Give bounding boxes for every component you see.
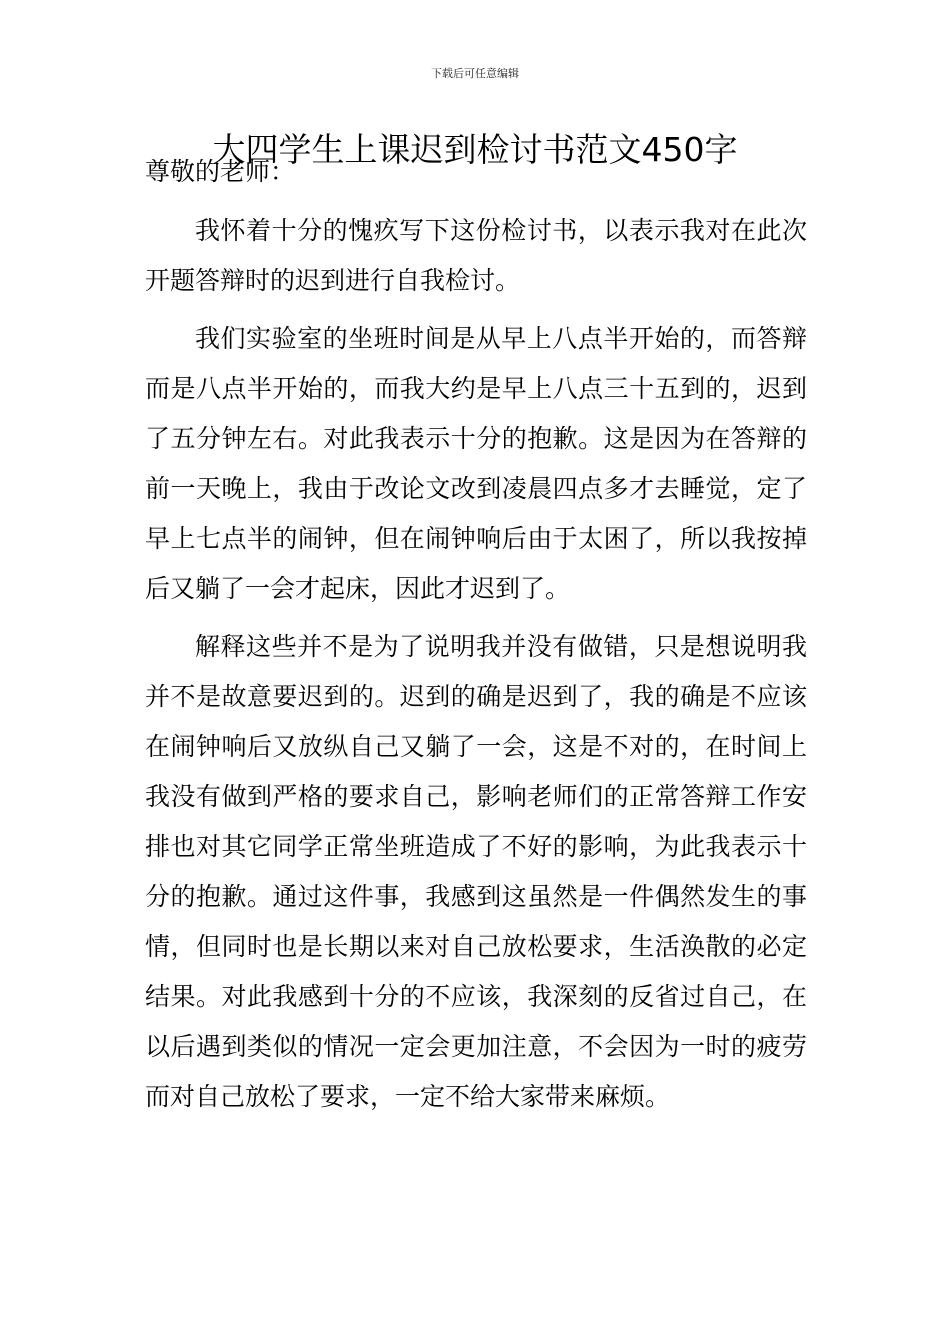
document-body xyxy=(145,153,807,1122)
paragraph-1: 我怀着十分的愧疚写下这份检讨书，以表示我对在此次开题答辩时的迟到进行自我检讨。 xyxy=(145,216,807,295)
header-note: 下载后可任意编辑 xyxy=(431,67,519,80)
document-title: 大四学生上课迟到检讨书范文450字 xyxy=(212,130,738,169)
paragraph-3: 解释这些并不是为了说明我并没有做错，只是想说明我并不是故意要迟到的。迟到的确是迟到了，我的确是不应该在闹钟响后又放纵自己又躺了一会，这是不对的，在时间上我没有做到严格的要求自己，影响老师们的正常答辩工作安排也对其它同学正常坐班造成了不好的影响，为此我表示十分的抱歉。通过这件事，我感到这虽然是一件偶然发生的事情，但同时也是长期以来对自己放松要求，生活涣散的必定结果。对此我感到十分的不应该，我深刻的反省过自己，在以后遇到类似的情况一定会更加注意，不会因为一时的疲劳而对自己放松了要求，一定不给大家带来麻烦。 xyxy=(145,632,807,1111)
paragraph-2: 我们实验室的坐班时间是从早上八点半开始的，而答辩而是八点半开始的，而我大约是早上八点三十五到的，迟到了五分钟左右。对此我表示十分的抱歉。这是因为在答辩的前一天晚上，我由于改论文改到凌晨四点多才去睡觉，定了早上七点半的闹钟，但在闹钟响后由于太困了，所以我按掉后又躺了一会才起床，因此才迟到了。 xyxy=(145,324,807,603)
salutation: 尊敬的老师： xyxy=(145,157,296,186)
